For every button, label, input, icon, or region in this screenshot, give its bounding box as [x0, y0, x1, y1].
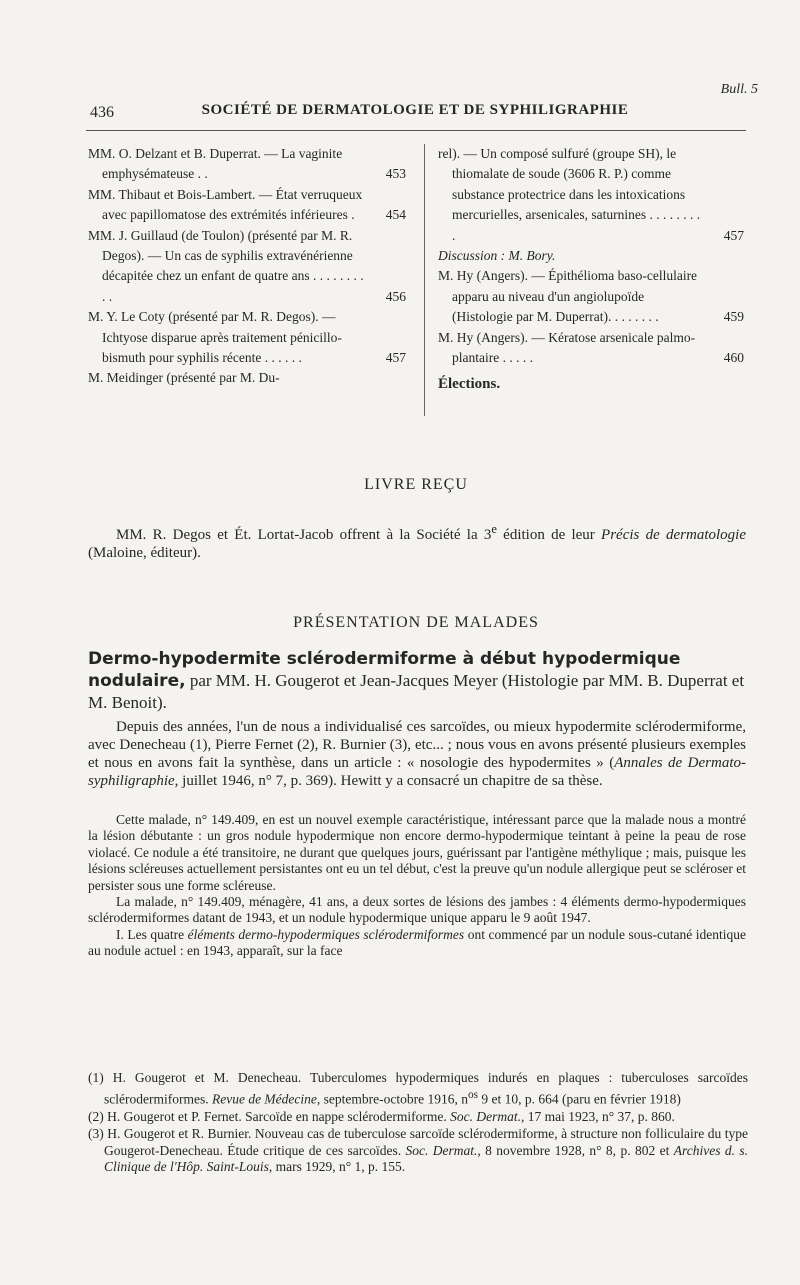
presentation-heading: PRÉSENTATION DE MALADES	[293, 614, 539, 631]
case-title: Dermo-hypodermite sclérodermiforme à début hypodermique nodulaire, par MM. H. Gougerot et Jean-Jacques Meyer (Histologie par MM. B. Duperrat et M. Benoit).	[88, 649, 745, 712]
toc-entry: M. Meidinger (présenté par M. Du-	[88, 370, 280, 386]
running-title: SOCIÉTÉ DE DERMATOLOGIE ET DE SYPHILIGRAPHIE	[201, 102, 629, 118]
header-rule	[86, 130, 746, 131]
body-paragraph-1: Depuis des années, l'un de nous a individualisé ces sarcoïdes, ou mieux hypodermite sclérodermiforme, avec Denecheau (1), Pierre Fernet (2), R. Burnier (3), etc... ; nous vous en avons présenté plusieurs exemples et nous en avons fait la synthèse, dans un article : « nosologie des hypodermites » (Annales de Dermato-syphiligraphie, juillet 1946, n° 7, p. 369). Hewitt y a consacré un chapitre de sa thèse.	[88, 719, 747, 789]
toc-left-column	[88, 144, 406, 389]
body-paragraph-3: La malade, n° 149.409, ménagère, 41 ans, a deux sortes de lésions des jambes : 4 éléments dermo-hypodermiques sclérodermiformes datant de 1943, et un nodule hypodermique unique apparu le 9 août 1947.	[88, 894, 746, 926]
toc-right-column	[438, 144, 744, 395]
footnotes	[88, 1070, 748, 1177]
body-paragraph-2: Cette malade, n° 149.409, en est un nouvel exemple caractéristique, intéressant parce que la malade nous a montré la lésion débutante : un gros nodule hypodermique non encore dermo-hypodermique teintant à peine la peau de rose violacé. Ce nodule a été transitoire, ne durant que quelques jours, guérissant par l'antigène méthylique ; mais, puisque les lésions scléreuses actuellement persistantes ont eu un tel début, c'est la preuve qu'un nodule allergique peut se scléroser et persister sous une forme scléreuse.	[88, 812, 746, 893]
toc-elections: Élections.	[438, 376, 501, 393]
toc-entry: Discussion : M. Bory.	[438, 248, 556, 264]
toc-entry: M. Y. Le Coty (présenté par M. R. Degos). — Ichtyose disparue après traitement pénicillo-bismuth pour syphilis récente . . . . . . 457	[88, 309, 406, 366]
toc-divider	[424, 144, 425, 416]
livre-recu-text: MM. R. Degos et Ét. Lortat-Jacob offrent à la Société la 3e édition de leur Précis de dermatologie (Maloine, éditeur).	[88, 522, 746, 561]
toc-entry: M. Hy (Angers). — Épithélioma baso-cellulaire apparu au niveau d'un angiolupoïde (Histologie par M. Duperrat). . . . . . . . 459	[438, 268, 744, 325]
body-paragraph-4: I. Les quatre éléments dermo-hypodermiques sclérodermiformes ont commencé par un nodule sous-cutané identique au nodule actuel : en 1943, apparaît, sur la face	[88, 926, 747, 959]
footnote-3: (3) H. Gougerot et R. Burnier. Nouveau cas de tuberculose sarcoïde sclérodermiforme, à structure non folliculaire du type Gougerot-Denecheau. Étude critique de ces sarcoïdes. Soc. Dermat., 8 novembre 1928, n° 8, p. 802 et Archives d. s. Clinique de l'Hôp. Saint-Louis, mars 1929, n° 1, p. 155.	[88, 1126, 749, 1174]
footnote-2: (2) H. Gougerot et P. Fernet. Sarcoïde en nappe sclérodermiforme. Soc. Dermat., 17 mai 1923, n° 37, p. 860.	[88, 1108, 675, 1124]
toc-entry: MM. J. Guillaud (de Toulon) (présenté par M. R. Degos). — Un cas de syphilis extravénérienne décapitée chez un enfant de quatre ans . . . . . . . . . . 456	[88, 227, 406, 304]
footnote-1: (1) H. Gougerot et M. Denecheau. Tuberculomes hypodermiques indurés en plaques : tuberculoses sarcoïdes sclérodermiformes. Revue de Médecine, septembre-octobre 1916, $n^{os}$ 9 et 10, p. 664 (paru en février 1918)	[88, 1070, 748, 1106]
toc-entry: MM. O. Delzant et B. Duperrat. — La vaginite emphysémateuse . . 453	[88, 146, 406, 182]
toc-entry: rel). — Un composé sulfuré (groupe SH), le thiomalate de soude (3606 R. P.) comme substance protectrice dans les intoxications mercurielles, arsenicales, saturnines . . . . . . . . . 457	[438, 146, 744, 243]
page-number: 436	[90, 104, 114, 121]
toc-entry: MM. Thibaut et Bois-Lambert. — État verruqueux avec papillomatose des extrémités inférieures . 454	[88, 186, 406, 223]
body-paragraphs-2-4	[88, 812, 746, 960]
journal-abbrev: Bull. 5	[720, 82, 758, 97]
livre-recu-heading: LIVRE REÇU	[364, 476, 468, 493]
toc-entry: M. Hy (Angers). — Kératose arsenicale palmo-plantaire . . . . . 460	[438, 329, 744, 366]
